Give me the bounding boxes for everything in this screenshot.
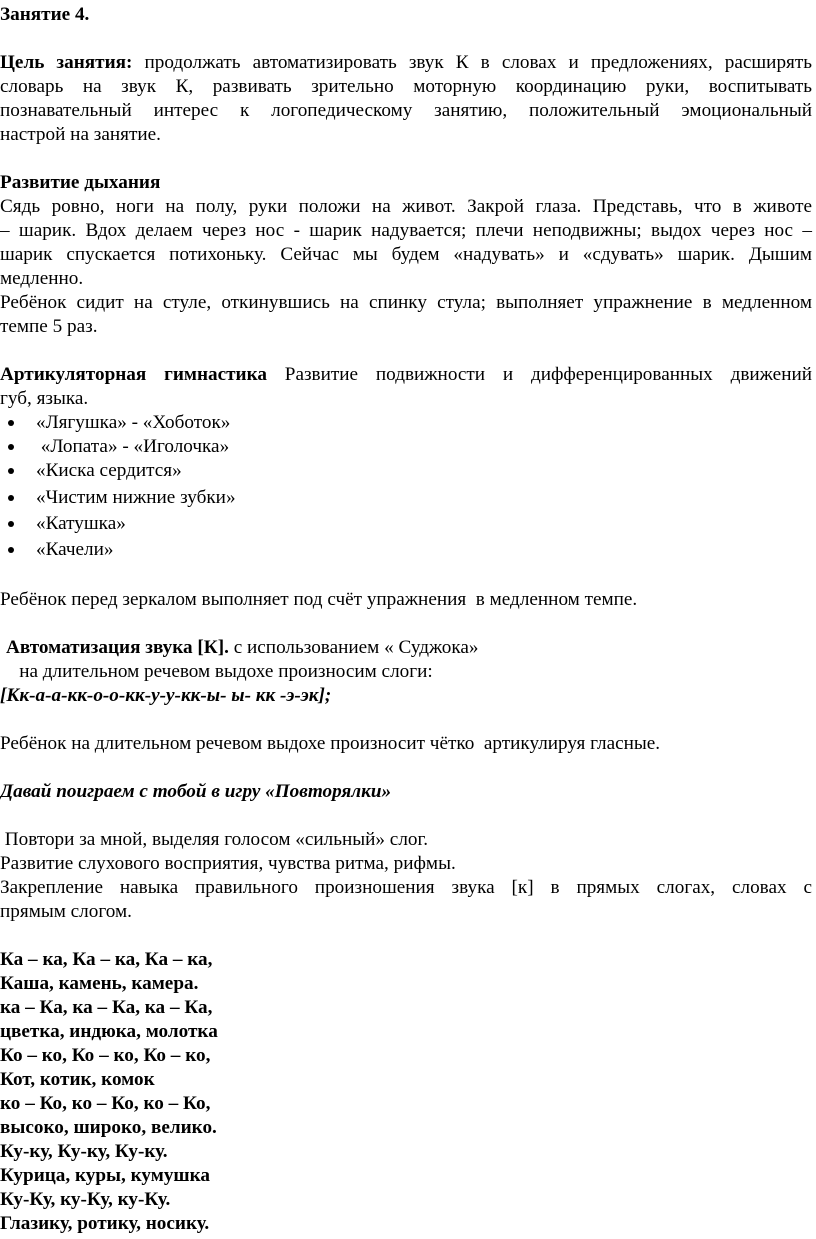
automation-note: Ребёнок на длительном речевом выдохе произносит чётко артикулируя гласные. xyxy=(0,733,661,754)
drill-line: ко – Ко, ко – Ко, ко – Ко, xyxy=(0,1093,211,1114)
goal-line-2: словарь на звук К, развивать зрительно моторную координацию руки, воспитывать xyxy=(0,76,812,97)
breathing-line-5: Ребёнок сидит на стуле, откинувшись на спинку стула; выполняет упражнение в медленном xyxy=(0,292,812,313)
game-title: Давай поиграем с тобой в игру «Повторялки» xyxy=(0,781,392,802)
drill-line: Курица, куры, кумушка xyxy=(0,1165,210,1186)
drill-line: Каша, камень, камера. xyxy=(0,973,199,994)
goal-label: Цель занятия: xyxy=(0,52,133,73)
bullet-icon xyxy=(8,547,14,553)
drill-line: Кот, котик, комок xyxy=(0,1069,155,1090)
automation-line-1: Автоматизация звука [К]. с использованием « Суджока» xyxy=(6,637,479,658)
automation-heading: Автоматизация звука [К]. xyxy=(6,637,229,658)
game-line-4: прямым слогом. xyxy=(0,901,132,922)
breathing-line-4: медленно. xyxy=(0,268,84,289)
drill-line: Глазику, ротику, носику. xyxy=(0,1213,210,1234)
goal-line-3: познавательный интерес к логопедическому занятию, положительный эмоциональный xyxy=(0,100,812,121)
drill-line: Ку-ку, Ку-ку, Ку-ку. xyxy=(0,1141,168,1162)
articulation-line-1: Артикуляторная гимнастика Развитие подвижности и дифференцированных движений xyxy=(0,364,812,385)
articulation-note: Ребёнок перед зеркалом выполняет под счёт упражнения в медленном темпе. xyxy=(0,589,638,610)
drill-line: цветка, индюка, молотка xyxy=(0,1021,218,1042)
goal-line-4: настрой на занятие. xyxy=(0,124,161,145)
bullet-icon xyxy=(8,444,14,450)
bullet-icon xyxy=(8,495,14,501)
breathing-line-2: – шарик. Вдох делаем через нос - шарик надувается; плечи неподвижны; выдох через нос – xyxy=(0,220,812,241)
bullet-icon xyxy=(8,468,14,474)
drill-line: ка – Ка, ка – Ка, ка – Ка, xyxy=(0,997,213,1018)
breathing-line-1: Сядь ровно, ноги на полу, руки положи на живот. Закрой глаза. Представь, что в животе xyxy=(0,196,812,217)
game-line-1: Повтори за мной, выделяя голосом «сильный» слог. xyxy=(0,829,428,850)
articulation-line-2: губ, языка. xyxy=(0,388,89,409)
game-line-2: Развитие слухового восприятия, чувства ритма, рифмы. xyxy=(0,853,456,874)
lesson-title: Занятие 4. xyxy=(0,4,90,25)
breathing-line-3: шарик спускается потихоньку. Сейчас мы будем «надувать» и «сдувать» шарик. Дышим xyxy=(0,244,812,265)
syllable-sequence: [Кк-а-а-кк-о-о-кк-у-у-кк-ы- ы- кк -э-эк]; xyxy=(0,685,332,706)
articulation-heading: Артикуляторная гимнастика xyxy=(0,364,267,385)
goal-line-1: Цель занятия: продолжать автоматизировать звук К в словах и предложениях, расширять xyxy=(0,52,813,73)
bullet-icon xyxy=(8,521,14,527)
drill-line: Ка – ка, Ка – ка, Ка – ка, xyxy=(0,949,213,970)
breathing-line-6: темпе 5 раз. xyxy=(0,316,98,337)
breathing-heading: Развитие дыхания xyxy=(0,172,161,193)
drill-line: Ку-Ку, ку-Ку, ку-Ку. xyxy=(0,1189,171,1210)
bullet-icon xyxy=(8,420,14,426)
automation-line-2: на длительном речевом выдохе произносим слоги: xyxy=(0,661,433,682)
game-line-3: Закрепление навыка правильного произношения звука [к] в прямых слогах, словах с xyxy=(0,877,812,898)
drill-line: высоко, широко, велико. xyxy=(0,1117,217,1138)
drill-line: Ко – ко, Ко – ко, Ко – ко, xyxy=(0,1045,211,1066)
